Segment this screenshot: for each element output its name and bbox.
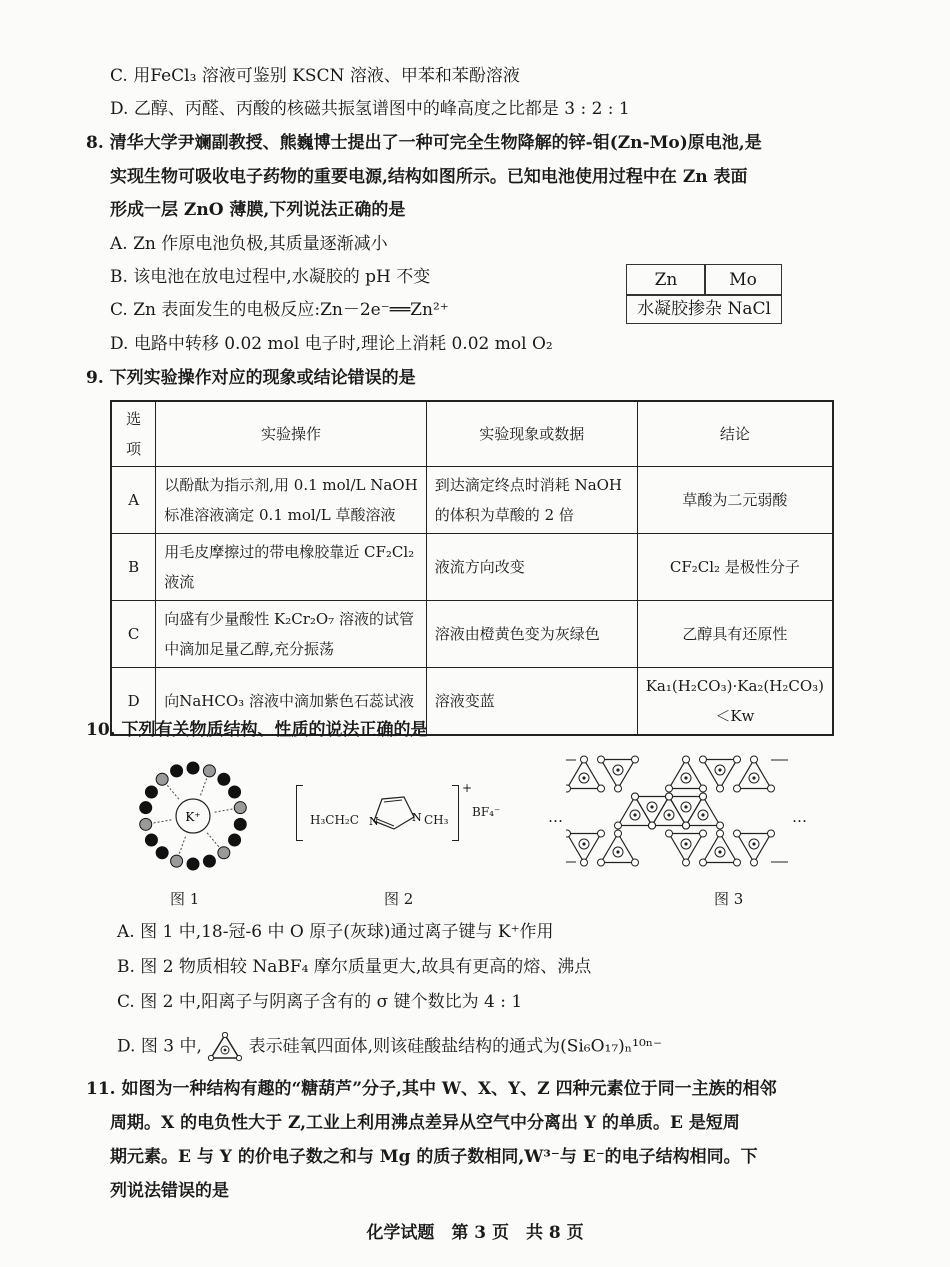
row-conclusion: 乙醇具有还原性 <box>637 601 833 668</box>
q10-option-b: B. 图 2 物质相较 NaBF₄ 摩尔质量更大,故具有更高的熔、沸点 <box>117 957 592 977</box>
oxygen-atom <box>156 773 168 785</box>
svg-text:N: N <box>412 811 422 824</box>
table-header-row <box>111 401 833 467</box>
row-operation: 用毛皮摩擦过的带电橡胶靠近 CF₂Cl₂ 液流 <box>156 534 427 601</box>
q11-stem-line4: 列说法错误的是 <box>110 1181 229 1201</box>
oxygen-atom <box>683 822 690 829</box>
carbon-atom <box>229 786 241 798</box>
carbon-atom <box>171 765 183 777</box>
table-row <box>111 534 833 601</box>
coordination-line <box>179 837 185 854</box>
figure-3-silicate-chain <box>566 752 788 870</box>
ellipsis-left: … <box>548 808 563 826</box>
coordination-line <box>167 785 179 799</box>
silicon-dot <box>718 850 721 853</box>
svg-text:N: N <box>369 815 379 828</box>
row-conclusion: Ka₁(H₂CO₃)·Ka₂(H₂CO₃)＜Kw <box>637 668 833 735</box>
oxygen-atom <box>700 756 707 763</box>
oxygen-atom <box>566 830 571 837</box>
oxygen-atom <box>666 785 673 792</box>
oxygen-atom <box>700 830 707 837</box>
hydrogel-layer: 水凝胶掺杂 NaCl <box>626 294 782 324</box>
header-option: 选项 <box>111 401 156 467</box>
silicon-dot <box>650 805 653 808</box>
carbon-atom <box>187 762 199 774</box>
row-option: C <box>111 601 156 668</box>
q8-option-b: B. 该电池在放电过程中,水凝胶的 pH 不变 <box>110 267 431 287</box>
table-row <box>111 601 833 668</box>
oxygen-atom <box>649 822 656 829</box>
oxygen-atom <box>171 855 183 867</box>
silicon-dot <box>582 776 585 779</box>
silicon-dot <box>752 776 755 779</box>
q8-option-d: D. 电路中转移 0.02 mol 电子时,理论上消耗 0.02 mol O₂ <box>110 334 553 354</box>
coordination-line <box>154 820 172 823</box>
row-operation: 向NaHCO₃ 溶液中滴加紫色石蕊试液 <box>156 668 427 735</box>
oxygen-atom <box>218 847 230 859</box>
oxygen-atom <box>581 756 588 763</box>
oxygen-atom <box>566 785 571 792</box>
experiment-table <box>110 400 834 736</box>
figure-3-caption: 图 3 <box>714 890 744 908</box>
oxygen-atom <box>751 756 758 763</box>
q11-stem-line1: 11. 如图为一种结构有趣的“糖葫芦”分子,其中 W、X、Y、Z 四种元素位于同一主族的相邻 <box>86 1079 777 1099</box>
q7-option-d: D. 乙醇、丙醛、丙酸的核磁共振氢谱图中的峰高度之比都是 3 : 2 : 1 <box>110 99 630 119</box>
row-phenomenon: 到达滴定终点时消耗 NaOH 的体积为草酸的 2 倍 <box>426 467 637 534</box>
oxygen-atom <box>615 830 622 837</box>
oxygen-atom <box>768 830 775 837</box>
q11-stem-line3: 期元素。E 与 Y 的价电子数之和与 Mg 的质子数相同,W³⁻与 E⁻的电子结构相同。下 <box>110 1147 758 1167</box>
carbon-atom <box>145 834 157 846</box>
row-option: D <box>111 668 156 735</box>
figure-2-caption: 图 2 <box>384 890 414 908</box>
oxygen-atom <box>666 793 673 800</box>
oxygen-atom <box>598 830 605 837</box>
page-footer: 化学试题 第 3 页 共 8 页 <box>366 1223 584 1243</box>
q8-stem-line3: 形成一层 ZnO 薄膜,下列说法正确的是 <box>110 200 406 220</box>
row-option: B <box>111 534 156 601</box>
q10-option-d-text: 表示硅氧四面体,则该硅酸盐结构的通式为(Si₆O₁₇)ₙ¹⁰ⁿ⁻ <box>248 1036 663 1057</box>
carbon-atom <box>218 773 230 785</box>
oxygen-atom <box>734 859 741 866</box>
q10-stem: 10. 下列有关物质结构、性质的说法正确的是 <box>86 720 428 740</box>
q10-option-a: A. 图 1 中,18-冠-6 中 O 原子(灰球)通过离子键与 K⁺作用 <box>117 922 554 942</box>
oxygen-atom <box>751 859 758 866</box>
row-conclusion: 草酸为二元弱酸 <box>637 467 833 534</box>
row-phenomenon: 溶液由橙黄色变为灰绿色 <box>426 601 637 668</box>
coordination-line <box>207 833 219 847</box>
oxygen-atom <box>598 756 605 763</box>
silicon-dot <box>701 813 704 816</box>
header-conclusion: 结论 <box>637 401 833 467</box>
mo-electrode: Mo <box>704 264 782 296</box>
q8-option-c: C. Zn 表面发生的电极反应:Zn－2e⁻══Zn²⁺ <box>110 300 449 320</box>
q11-stem-line2: 周期。X 的电负性大于 Z,工业上利用沸点差异从空气中分离出 Y 的单质。E 是短周 <box>110 1113 740 1133</box>
carbon-atom <box>187 858 199 870</box>
row-phenomenon: 液流方向改变 <box>426 534 637 601</box>
oxygen-atom <box>700 859 707 866</box>
oxygen-atom <box>700 793 707 800</box>
carbon-atom <box>140 802 152 814</box>
oxygen-atom <box>717 822 724 829</box>
imidazolium-ring <box>364 789 430 835</box>
oxygen-atom <box>683 756 690 763</box>
silicon-dot <box>633 813 636 816</box>
oxygen-atom <box>615 822 622 829</box>
tetrahedron-icon <box>207 1032 243 1062</box>
zn-electrode: Zn <box>626 264 706 296</box>
silicon-dot <box>616 850 619 853</box>
figure-1-crown-ether <box>128 760 258 880</box>
oxygen-atom <box>717 785 724 792</box>
q7-option-c: C. 用FeCl₃ 溶液可鉴别 KSCN 溶液、甲苯和苯酚溶液 <box>110 66 520 86</box>
oxygen-atom <box>734 756 741 763</box>
row-phenomenon: 溶液变蓝 <box>426 668 637 735</box>
q9-stem: 9. 下列实验操作对应的现象或结论错误的是 <box>86 368 416 388</box>
left-bracket <box>296 785 303 841</box>
figure-1-caption: 图 1 <box>170 890 200 908</box>
ellipsis-right: … <box>792 808 807 826</box>
silicon-dot <box>752 842 755 845</box>
table-row <box>111 467 833 534</box>
cation-charge: + <box>462 781 473 795</box>
oxygen-atom <box>615 785 622 792</box>
coordination-line <box>201 778 207 795</box>
row-option: A <box>111 467 156 534</box>
oxygen-atom <box>598 859 605 866</box>
header-phenomenon: 实验现象或数据 <box>426 401 637 467</box>
oxygen-atom <box>734 830 741 837</box>
silicon-dot <box>667 813 670 816</box>
oxygen-atom <box>768 785 775 792</box>
oxygen-atom <box>632 756 639 763</box>
silicon-dot <box>684 776 687 779</box>
oxygen-atom <box>717 830 724 837</box>
q10-option-c: C. 图 2 中,阳离子与阴离子含有的 σ 键个数比为 4 : 1 <box>117 992 523 1012</box>
q10-option-d-prefix: D. 图 3 中, <box>117 1036 202 1057</box>
silicon-dot <box>616 768 619 771</box>
oxygen-atom <box>632 859 639 866</box>
row-operation: 以酚酞为指示剂,用 0.1 mol/L NaOH 标准溶液滴定 0.1 mol/L 草酸溶液 <box>156 467 427 534</box>
coordination-line <box>215 809 233 812</box>
silicon-dot <box>684 842 687 845</box>
oxygen-atom <box>734 785 741 792</box>
row-operation: 向盛有少量酸性 K₂Cr₂O₇ 溶液的试管中滴加足量乙醇,充分振荡 <box>156 601 427 668</box>
q8-stem-line2: 实现生物可吸收电子药物的重要电源,结构如图所示。已知电池使用过程中在 Zn 表面 <box>110 167 748 187</box>
header-operation: 实验操作 <box>156 401 427 467</box>
carbon-atom <box>203 855 215 867</box>
q8-option-a: A. Zn 作原电池负极,其质量逐渐减小 <box>110 234 388 254</box>
ethyl-group: H₃CH₂C <box>310 813 359 827</box>
oxygen-atom <box>666 830 673 837</box>
oxygen-atom <box>632 793 639 800</box>
carbon-atom <box>156 847 168 859</box>
oxygen-atom <box>234 802 246 814</box>
silicon-dot <box>684 805 687 808</box>
figure-2-ionic-liquid <box>296 781 506 845</box>
oxygen-atom <box>700 785 707 792</box>
carbon-atom <box>145 786 157 798</box>
q8-stem-line1: 8. 清华大学尹斓副教授、熊巍博士提出了一种可完全生物降解的锌-钼(Zn-Mo)原电池,是 <box>86 133 762 153</box>
oxygen-atom <box>683 859 690 866</box>
row-conclusion: CF₂Cl₂ 是极性分子 <box>637 534 833 601</box>
carbon-atom <box>234 818 246 830</box>
oxygen-atom <box>598 785 605 792</box>
oxygen-atom <box>140 818 152 830</box>
oxygen-atom <box>581 859 588 866</box>
potassium-ion-label: K⁺ <box>185 810 201 824</box>
silicon-dot <box>718 768 721 771</box>
methyl-group: CH₃ <box>424 813 449 827</box>
carbon-atom <box>229 834 241 846</box>
silicon-dot <box>582 842 585 845</box>
right-bracket <box>452 785 459 841</box>
anion-label: BF₄⁻ <box>472 805 501 819</box>
q10-option-d <box>117 1032 662 1062</box>
oxygen-atom <box>203 765 215 777</box>
